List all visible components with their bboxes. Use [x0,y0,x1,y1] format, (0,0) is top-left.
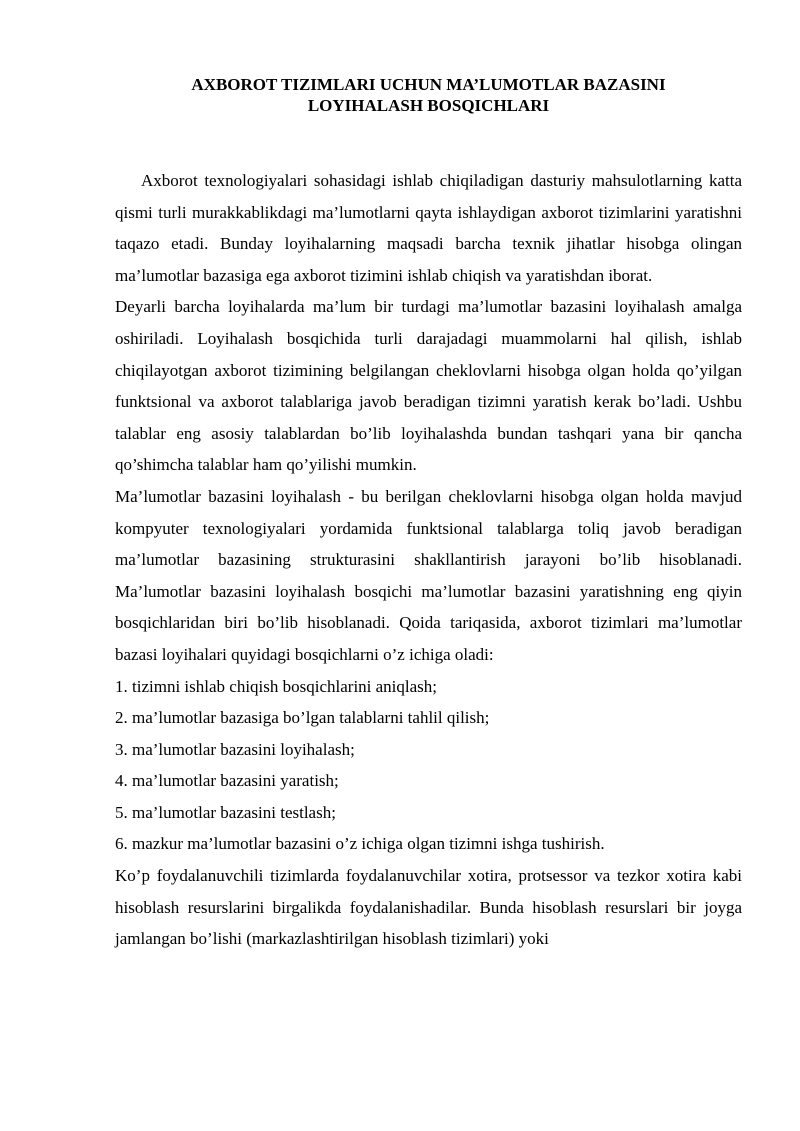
list-item: 6. mazkur ma’lumotlar bazasini o’z ichiga olgan tizimni ishga tushirish. [115,834,605,854]
paragraph-intro: Axborot texnologiyalari sohasidagi ishlab chiqiladigan dasturiy mahsulotlarning katta qismi turli murakkablikdagi ma’lumotlarni qayta ishlaydigan axborot tizimlarini yaratishni taqazo etadi. Bunday loyihalarning maqsadi barcha texnik jihatlar hisobga olingan ma’lumotlar bazasiga ega axborot tizimini ishlab chiqish va yaratishdan iborat. [115,171,742,285]
paragraph-definition: Ma’lumotlar bazasini loyihalash - bu berilgan cheklovlarni hisobga olgan holda mavjud kompyuter texnologiyalari yordamida funktsional talablarga toliq javob beradigan ma’lumotlar bazasining strukturasini shakllantirish jarayoni bo’lib hisoblanadi. Ma’lumotlar bazasini loyihalash bosqichi ma’lumotlar bazasini yaratishning eng qiyin bosqichlaridan biri bo’lib hisoblanadi. Qoida tariqasida, axborot tizimlari ma’lumotlar bazasi loyihalari quyidagi bosqichlarni o’z ichiga oladi: [115,486,742,664]
list-item: 3. ma’lumotlar bazasini loyihalash; [115,739,355,759]
list-item: 1. tizimni ishlab chiqish bosqichlarini aniqlash; [115,676,438,696]
document-title [115,74,742,116]
list-item: 4. ma’lumotlar bazasini yaratish; [115,771,339,791]
title-line-1: AXBOROT TIZIMLARI UCHUN MA’LUMOTLAR BAZASINI [191,75,666,94]
paragraph-closing: Ko’p foydalanuvchili tizimlarda foydalanuvchilar xotira, protsessor va tezkor xotira kabi hisoblash resurslarini birgalikda foydalanishadilar. Bunda hisoblash resurslari bir joyga jamlangan bo’lishi (markazlashtirilgan hisoblash tizimlari) yoki [115,866,742,949]
list-item: 5. ma’lumotlar bazasini testlash; [115,802,336,822]
document-page [115,74,742,955]
paragraph-design: Deyarli barcha loyihalarda ma’lum bir turdagi ma’lumotlar bazasini loyihalash amalga oshiriladi. Loyihalash bosqichida turli darajadagi muammolarni hal qilish, ishlab chiqilayotgan axborot tizimining belgilangan cheklovlarni hisobga olgan holda qo’yilgan funktsional va axborot talablariga javob beradigan tizimni yaratish kerak bo’ladi. Ushbu talablar eng asosiy talablardan bo’lib loyihalashda bundan tashqari yana bir qancha qo’shimcha talablar ham qo’yilishi mumkin. [115,297,742,475]
stages-list [115,671,742,861]
list-item: 2. ma’lumotlar bazasiga bo’lgan talablarni tahlil qilish; [115,708,490,728]
document-body [115,165,742,955]
title-line-2: LOYIHALASH BOSQICHLARI [307,96,550,115]
